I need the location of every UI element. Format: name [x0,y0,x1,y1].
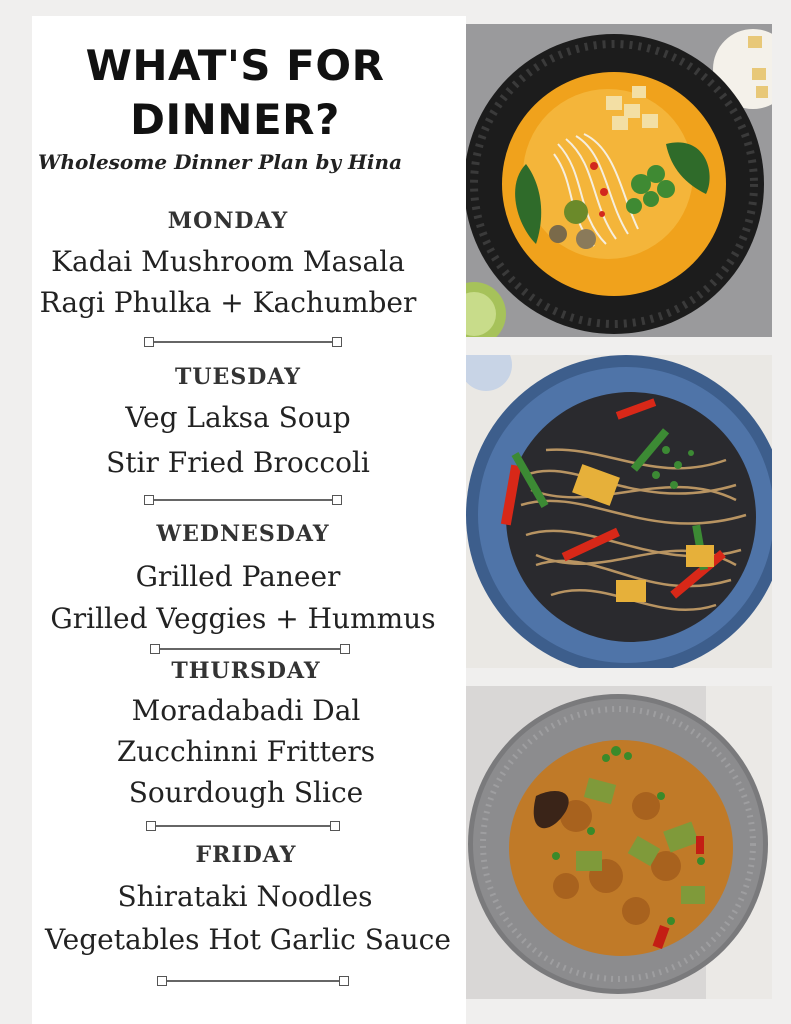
laksa-soup-photo [466,24,772,337]
kadai-mushroom-photo [466,686,772,999]
day-heading-monday: MONDAY [167,208,289,234]
noodles-photo [466,355,772,668]
dish-item: Vegetables Hot Garlic Sauce [45,923,451,956]
dish-item: Shirataki Noodles [117,880,373,913]
dish-item: Moradabadi Dal [131,694,361,727]
section-divider [144,337,342,347]
dish-item: Zucchinni Fritters [116,735,376,768]
section-divider [157,976,349,986]
dish-item: Grilled Paneer [135,560,341,593]
day-heading-wednesday: WEDNESDAY [156,521,330,547]
section-divider [150,644,350,654]
dish-item: Kadai Mushroom Masala [51,245,405,278]
dish-item: Ragi Phulka + Kachumber [39,286,417,319]
section-divider [146,821,340,831]
page-subtitle: Wholesome Dinner Plan by Hina [38,150,403,174]
dish-item: Veg Laksa Soup [125,401,351,434]
dish-item: Stir Fried Broccoli [106,446,370,479]
day-heading-thursday: THURSDAY [171,658,321,684]
page-title-line2: DINNER? [130,95,340,144]
page-title-line1: WHAT'S FOR [85,41,385,90]
day-heading-friday: FRIDAY [195,842,297,868]
day-heading-tuesday: TUESDAY [175,364,301,390]
dish-item: Sourdough Slice [128,776,364,809]
section-divider [144,495,342,505]
dish-item: Grilled Veggies + Hummus [50,602,436,635]
